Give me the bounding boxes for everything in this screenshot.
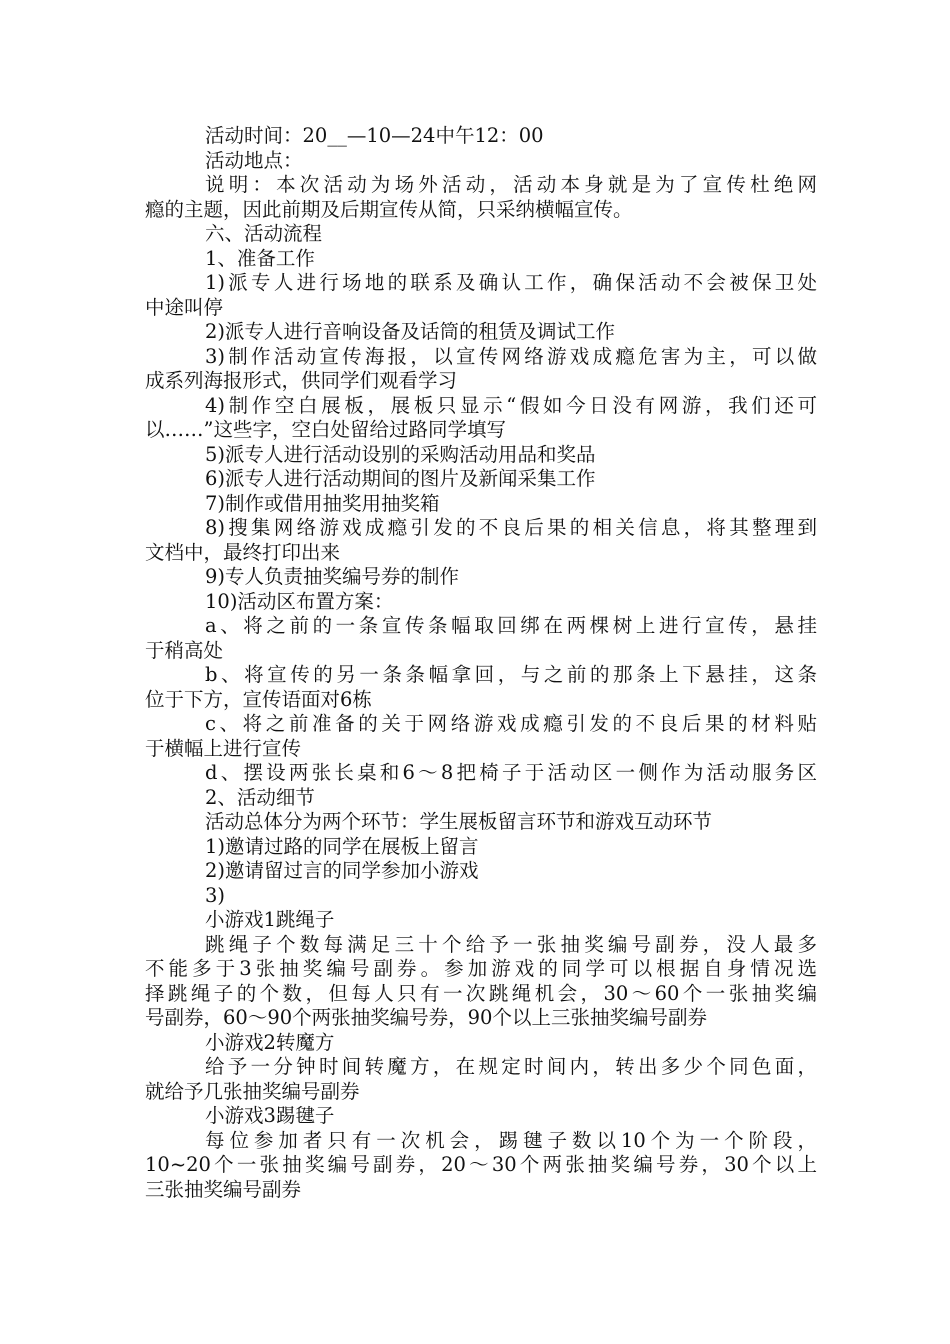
text-line: 9)专人负责抽奖编号券的制作 — [205, 565, 460, 588]
text-line: 3)制作活动宣传海报，以宣传网络游戏成瘾危害为主，可以做 — [205, 344, 817, 368]
text-line: 6)派专人进行活动期间的图片及新闻采集工作 — [205, 467, 596, 490]
text-line: 择跳绳子的个数，但每人只有一次跳绳机会，30～60个一张抽奖编 — [145, 981, 817, 1005]
text-line: 4)制作空白展板，展板只显示“假如今日没有网游，我们还可 — [205, 393, 817, 417]
text-line: 小游戏2转魔方 — [205, 1030, 335, 1054]
text-line: 说明：本次活动为场外活动，活动本身就是为了宣传杜绝网 — [205, 173, 817, 196]
text-line: 六、活动流程 — [205, 222, 323, 245]
text-line: 1、准备工作 — [205, 246, 315, 270]
text-line: 活动时间：20__—10—24中午12：00 — [205, 124, 544, 147]
text-line: 位于下方，宣传语面对6栋 — [145, 687, 372, 711]
text-line: a、将之前的一条宣传条幅取回绑在两棵树上进行宣传，悬挂 — [205, 614, 817, 637]
text-line: 每位参加者只有一次机会，踢毽子数以10个为一个阶段， — [205, 1128, 817, 1152]
text-line: 号副券，60～90个两张抽奖编号券，90个以上三张抽奖编号副券 — [145, 1006, 707, 1029]
text-line: 7)制作或借用抽奖用抽奖箱 — [205, 491, 440, 515]
text-line: 三张抽奖编号副券 — [145, 1177, 302, 1201]
text-line: 2)邀请留过言的同学参加小游戏 — [205, 859, 479, 882]
text-line: 3) — [205, 883, 226, 907]
text-line: 以……”这些字，空白处留给过路同学填写 — [145, 418, 506, 441]
text-line: 10)活动区布置方案： — [205, 589, 394, 613]
document-body — [145, 124, 817, 1202]
text-line: 1)邀请过路的同学在展板上留言 — [205, 834, 479, 858]
text-line: 1)派专人进行场地的联系及确认工作，确保活动不会被保卫处 — [205, 271, 817, 294]
text-line: 跳绳子个数每满足三十个给予一张抽奖编号副券，没人最多 — [205, 932, 817, 956]
text-line: 于横幅上进行宣传 — [145, 736, 302, 760]
text-line: 8)搜集网络游戏成瘾引发的不良后果的相关信息，将其整理到 — [205, 516, 817, 539]
text-line: 于稍高处 — [145, 638, 224, 662]
text-line: b、将宣传的另一条条幅拿回，与之前的那条上下悬挂，这条 — [205, 663, 817, 686]
text-line: 文档中，最终打印出来 — [145, 540, 341, 564]
text-line: 活动地点： — [205, 148, 303, 172]
text-line: 不能多于3张抽奖编号副券。参加游戏的同学可以根据自身情况选 — [145, 957, 817, 980]
text-line: 成系列海报形式，供同学们观看学习 — [145, 369, 458, 392]
text-line: d、摆设两张长桌和6～8把椅子于活动区一侧作为活动服务区 — [205, 761, 817, 784]
text-line: 10~20个一张抽奖编号副券，20～30个两张抽奖编号券，30个以上 — [145, 1153, 817, 1176]
text-line: 小游戏3踢毽子 — [205, 1104, 335, 1127]
text-line: 2)派专人进行音响设备及话筒的租赁及调试工作 — [205, 320, 616, 343]
text-line: 小游戏1跳绳子 — [205, 908, 335, 931]
text-line: 活动总体分为两个环节：学生展板留言环节和游戏互动环节 — [205, 810, 713, 833]
text-line: 5)派专人进行活动设别的采购活动用品和奖品 — [205, 442, 596, 466]
text-line: 中途叫停 — [145, 295, 224, 319]
text-line: c、将之前准备的关于网络游戏成瘾引发的不良后果的材料贴 — [205, 712, 817, 735]
text-line: 瘾的主题，因此前期及后期宣传从简，只采纳横幅宣传。 — [145, 197, 633, 221]
text-line: 给予一分钟时间转魔方，在规定时间内，转出多少个同色面， — [205, 1055, 817, 1078]
text-line: 2、活动细节 — [205, 785, 315, 809]
text-line: 就给予几张抽奖编号副券 — [145, 1079, 360, 1103]
